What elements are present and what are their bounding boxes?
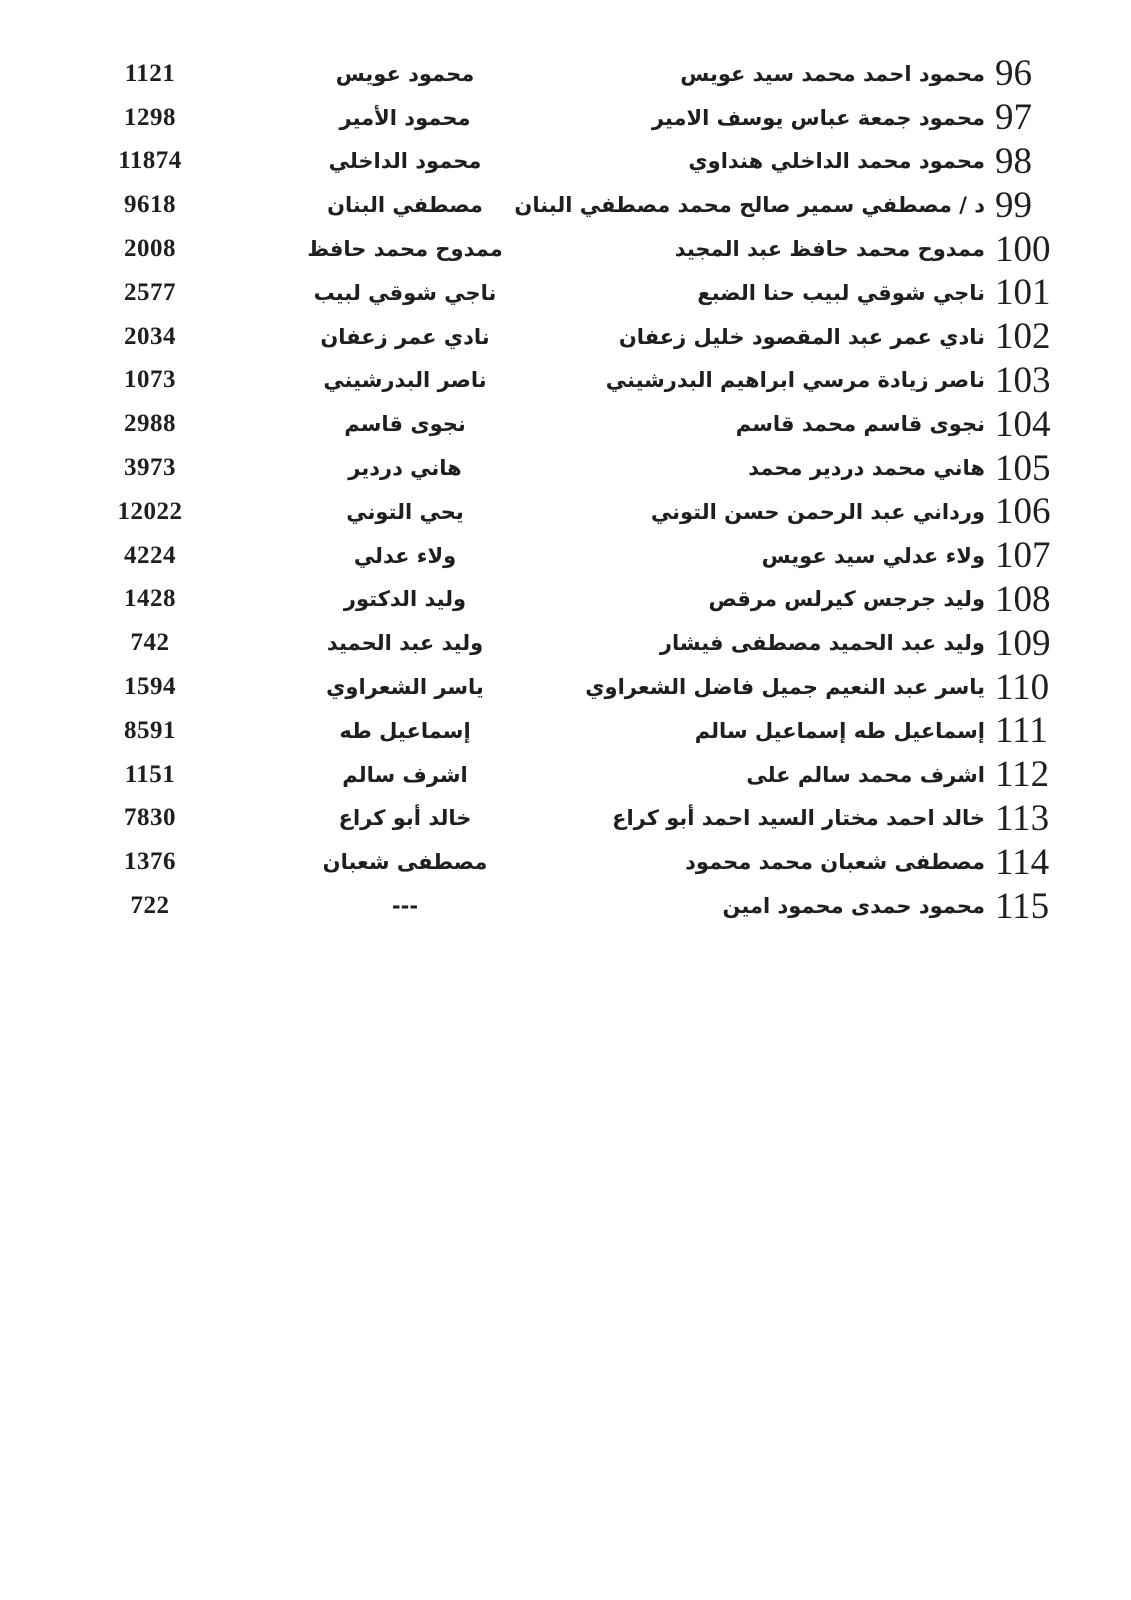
short-name: --- xyxy=(391,894,419,919)
rank-number: 102 xyxy=(995,316,1051,358)
full-name: ورداني عبد الرحمن حسن التوني xyxy=(650,499,985,524)
rank-number: 103 xyxy=(995,359,1051,401)
votes-value: 3973 xyxy=(124,454,176,482)
votes-value: 1121 xyxy=(124,59,176,87)
list-row xyxy=(0,709,1131,753)
votes-value: 1298 xyxy=(124,103,176,131)
short-name: محمود الأمير xyxy=(339,105,471,130)
votes-value: 1073 xyxy=(124,366,176,394)
rank-number: 107 xyxy=(995,535,1051,577)
votes-value: 4224 xyxy=(124,541,176,569)
rank-number: 115 xyxy=(995,885,1050,927)
full-name: نادي عمر عبد المقصود خليل زعفان xyxy=(618,324,985,349)
list-row xyxy=(0,753,1131,797)
votes-value: 11874 xyxy=(118,147,182,175)
list-row xyxy=(0,884,1131,928)
full-name: اشرف محمد سالم على xyxy=(746,762,985,787)
full-name: وليد جرجس كيرلس مرقص xyxy=(708,587,985,612)
short-name: مصطفى شعبان xyxy=(322,850,488,875)
rank-number: 114 xyxy=(995,841,1050,883)
short-name: خالد أبو كراع xyxy=(338,806,472,831)
full-name: مصطفى شعبان محمد محمود xyxy=(685,850,985,875)
list-row xyxy=(0,446,1131,490)
votes-value: 12022 xyxy=(117,497,183,525)
short-name: مصطفي البنان xyxy=(327,193,483,218)
full-name: د / مصطفي سمير صالح محمد مصطفي البنان xyxy=(514,193,985,218)
votes-value: 7830 xyxy=(124,804,176,832)
full-name: محمود محمد الداخلي هنداوي xyxy=(688,149,985,174)
votes-value: 2577 xyxy=(124,278,176,306)
votes-value: 722 xyxy=(130,892,170,920)
full-name: ولاء عدلي سيد عويس xyxy=(761,543,985,568)
full-name: إسماعيل طه إسماعيل سالم xyxy=(694,718,985,743)
rank-number: 113 xyxy=(995,797,1050,839)
votes-value: 1428 xyxy=(124,585,176,613)
list-row xyxy=(0,140,1131,184)
list-row xyxy=(0,359,1131,403)
list-row xyxy=(0,840,1131,884)
short-name: اشرف سالم xyxy=(342,762,468,787)
rank-number: 112 xyxy=(995,754,1050,796)
list-row xyxy=(0,490,1131,534)
short-name: ياسر الشعراوي xyxy=(326,675,484,700)
list-row xyxy=(0,271,1131,315)
short-name: ناجي شوقي لبيب xyxy=(313,280,497,305)
list-row xyxy=(0,534,1131,578)
votes-value: 2034 xyxy=(124,322,176,350)
short-name: إسماعيل طه xyxy=(339,718,471,743)
rank-number: 108 xyxy=(995,578,1051,620)
rank-number: 101 xyxy=(995,272,1051,314)
rank-number: 111 xyxy=(995,710,1048,752)
full-name: وليد عبد الحميد مصطفى فيشار xyxy=(659,631,985,656)
rank-number: 105 xyxy=(995,447,1051,489)
votes-value: 9618 xyxy=(124,191,176,219)
rank-number: 109 xyxy=(995,622,1051,664)
full-name: ياسر عبد النعيم جميل فاضل الشعراوي xyxy=(585,675,985,700)
list-row xyxy=(0,578,1131,622)
short-name: ناصر البدرشيني xyxy=(323,368,487,393)
list-row xyxy=(0,665,1131,709)
rank-number: 106 xyxy=(995,491,1051,533)
full-name: خالد احمد مختار السيد احمد أبو كراع xyxy=(612,806,985,831)
short-name: نادي عمر زعفان xyxy=(320,324,490,349)
short-name: هاني دردير xyxy=(348,456,462,481)
rank-number: 100 xyxy=(995,228,1051,270)
list-row xyxy=(0,52,1131,96)
rank-number: 97 xyxy=(995,97,1032,139)
votes-value: 1376 xyxy=(124,848,176,876)
full-name: ناصر زيادة مرسي ابراهيم البدرشيني xyxy=(605,368,985,393)
list-row xyxy=(0,183,1131,227)
full-name: ممدوح محمد حافظ عبد المجيد xyxy=(674,237,985,262)
full-name: هاني محمد دردير محمد xyxy=(748,456,985,481)
short-name: ممدوح محمد حافظ xyxy=(307,237,503,262)
short-name: محمود الداخلي xyxy=(328,149,482,174)
list-row xyxy=(0,96,1131,140)
rank-number: 98 xyxy=(995,140,1032,182)
list-row xyxy=(0,227,1131,271)
short-name: نجوى قاسم xyxy=(344,412,466,437)
votes-value: 1151 xyxy=(124,760,176,788)
full-name: محمود حمدى محمود امين xyxy=(722,894,985,919)
name-list xyxy=(0,52,1131,928)
rank-number: 96 xyxy=(995,53,1032,95)
list-row xyxy=(0,315,1131,359)
full-name: نجوى قاسم محمد قاسم xyxy=(735,412,985,437)
short-name: محمود عويس xyxy=(335,61,475,86)
short-name: وليد الدكتور xyxy=(343,587,467,612)
votes-value: 2008 xyxy=(124,235,176,263)
votes-value: 8591 xyxy=(124,716,176,744)
full-name: محمود جمعة عباس يوسف الامير xyxy=(651,105,985,130)
list-row xyxy=(0,797,1131,841)
full-name: محمود احمد محمد سيد عويس xyxy=(680,61,985,86)
votes-value: 1594 xyxy=(124,673,176,701)
full-name: ناجي شوقي لبيب حنا الضبع xyxy=(697,280,985,305)
list-row xyxy=(0,621,1131,665)
list-row xyxy=(0,402,1131,446)
short-name: ولاء عدلي xyxy=(353,543,457,568)
short-name: يحي التوني xyxy=(346,499,464,524)
rank-number: 110 xyxy=(995,666,1050,708)
short-name: وليد عبد الحميد xyxy=(326,631,484,656)
rank-number: 99 xyxy=(995,184,1032,226)
votes-value: 742 xyxy=(130,629,170,657)
votes-value: 2988 xyxy=(124,410,176,438)
rank-number: 104 xyxy=(995,403,1051,445)
